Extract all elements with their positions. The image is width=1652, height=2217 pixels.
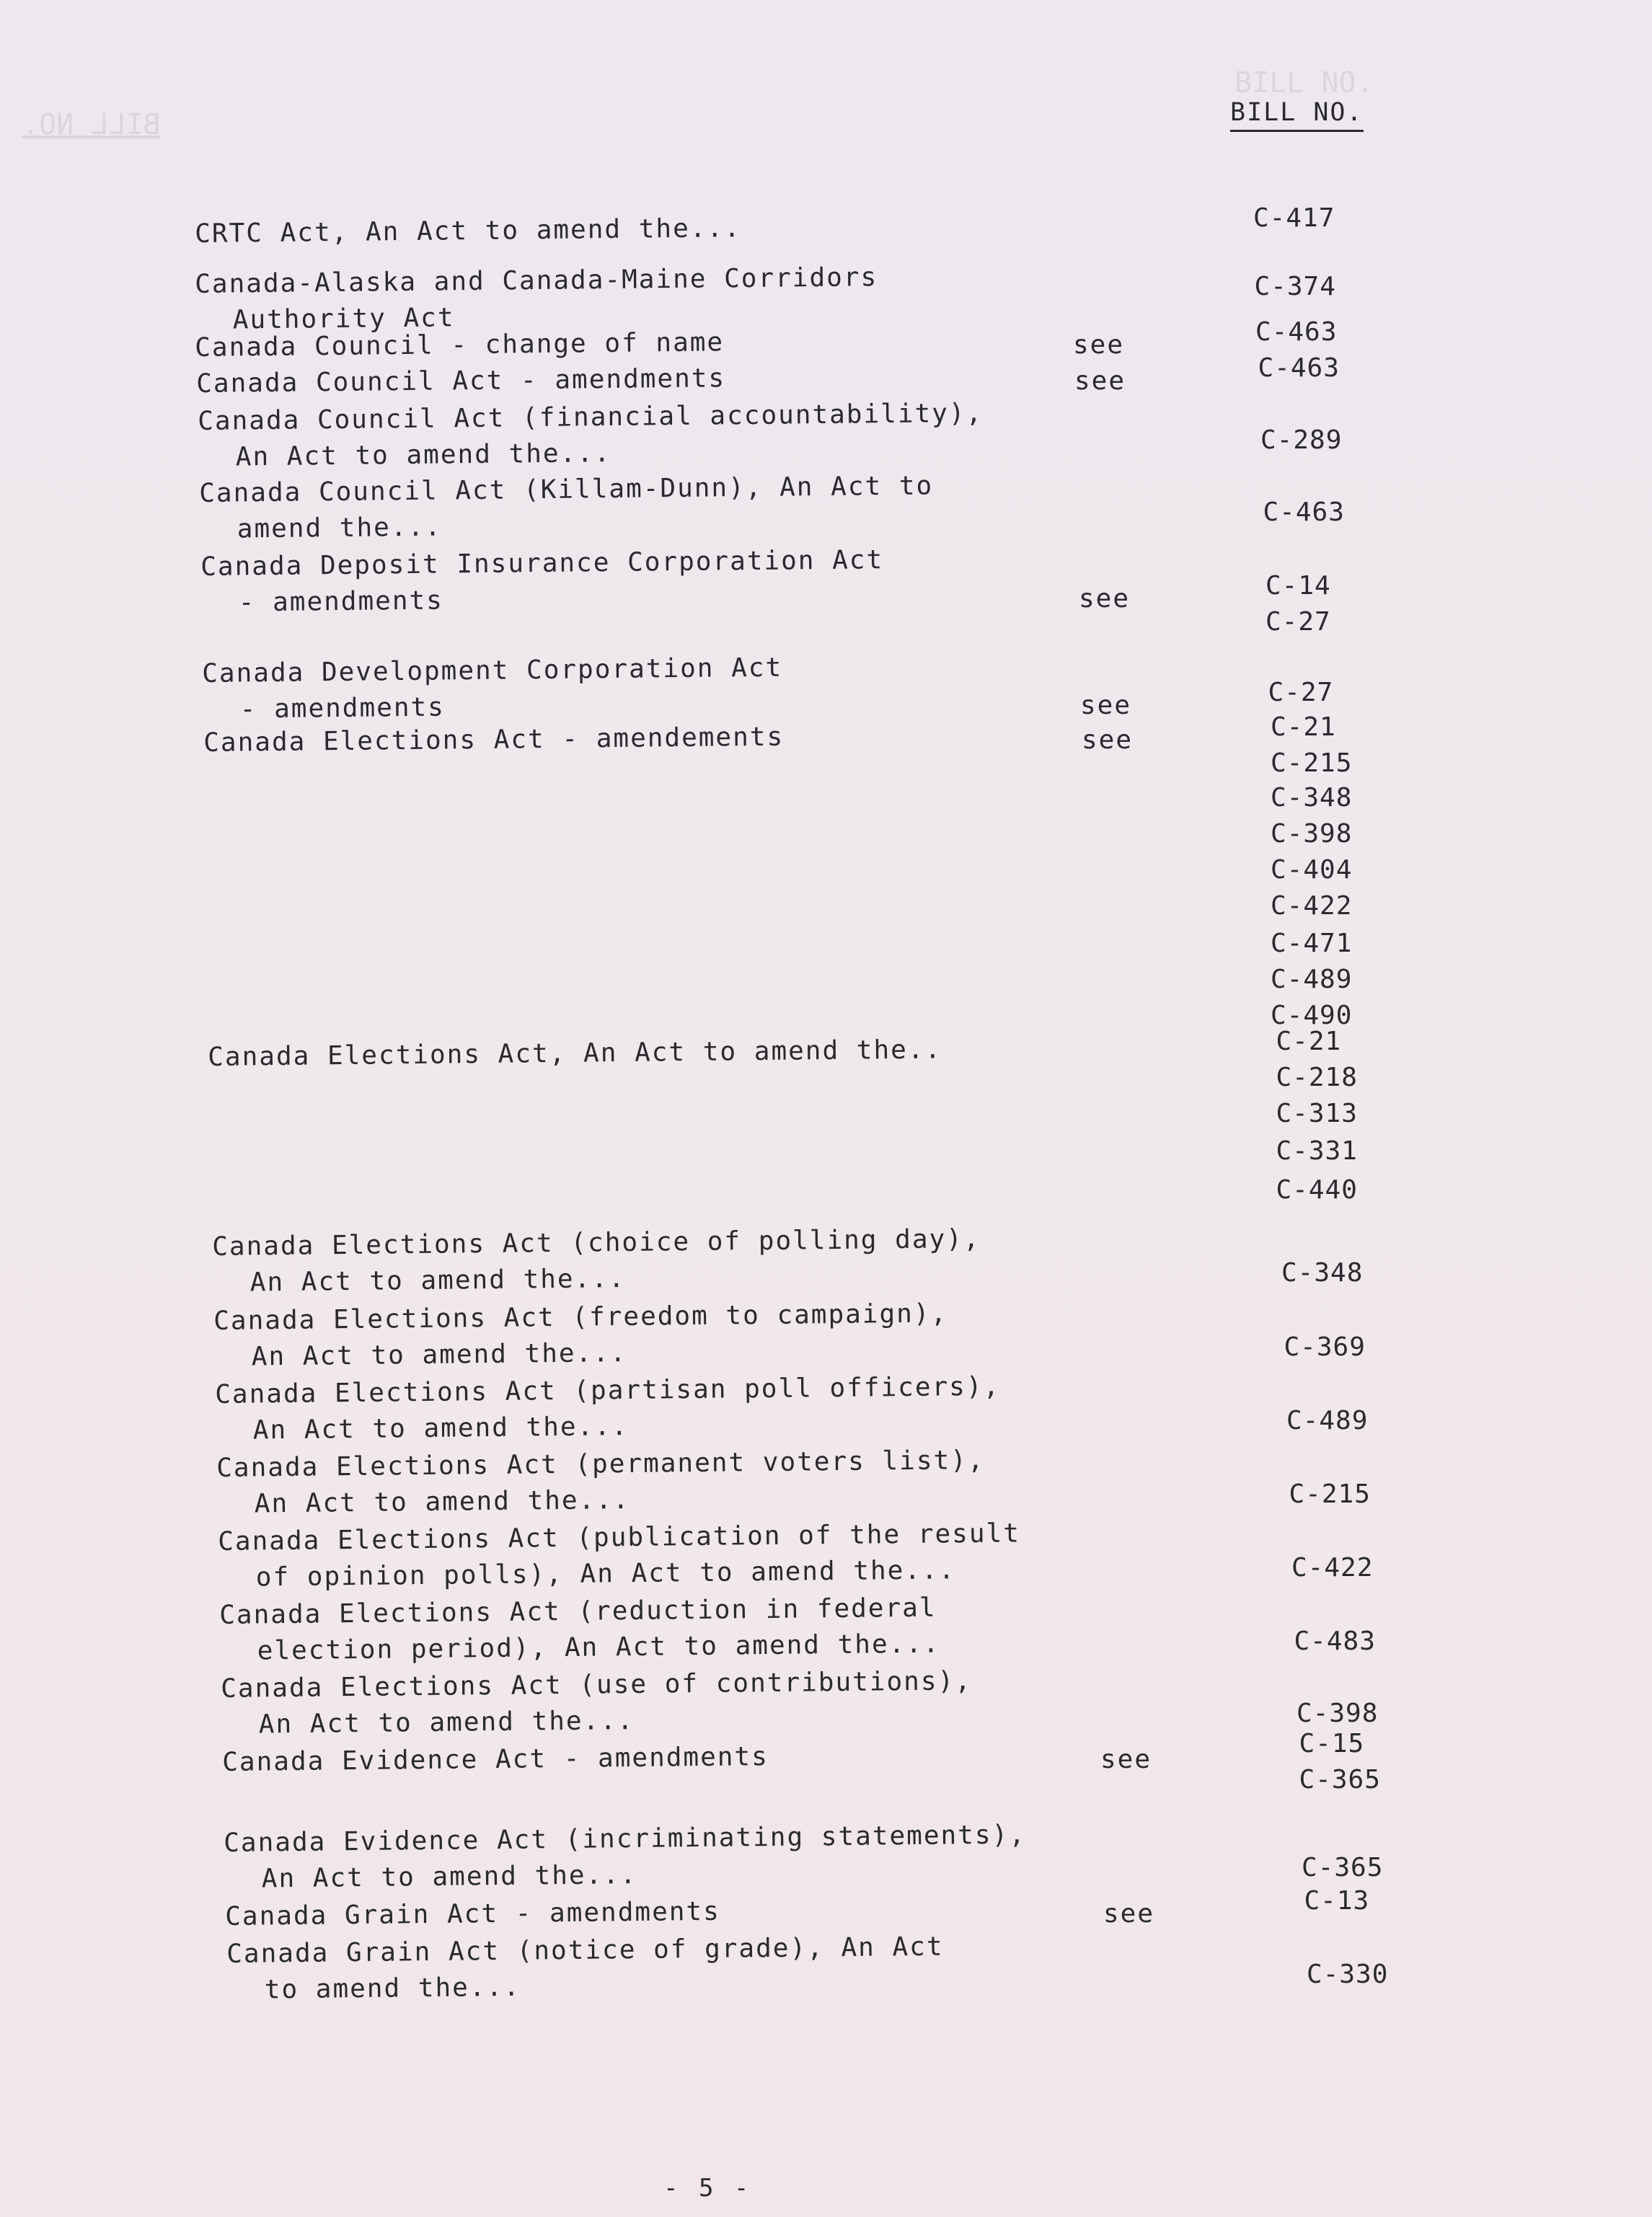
entry-title: Canada Elections Act (permanent voters list), An Act to amend the... (216, 1445, 985, 1519)
index-entry (195, 262, 1622, 335)
bill-number: C-21 (1271, 712, 1336, 742)
bill-number: C-313 (1276, 1099, 1358, 1128)
bill-number: C-463 (1255, 317, 1338, 347)
entry-title: Canada Elections Act (publication of the result of opinion polls), An Act to amend the... (218, 1518, 1021, 1593)
entry-title: Canada Elections Act (reduction in federal election period), An Act to amend the... (219, 1593, 940, 1666)
bill-number: C-374 (1254, 272, 1336, 301)
bill-number: C-440 (1276, 1175, 1358, 1205)
entry-title: Canada Development Corporation Act - amendments (202, 652, 783, 725)
bill-number: C-27 (1268, 678, 1334, 707)
bill-number: C-13 (1304, 1886, 1370, 1916)
entry-title: Canada Council - change of name (195, 327, 725, 363)
bill-number: C-215 (1271, 748, 1353, 778)
entry-title: Canada Elections Act, An Act to amend the.. (208, 1035, 942, 1072)
entry-title: Canada Council Act (Killam-Dunn), An Act to amend the... (199, 471, 934, 544)
index-entry (200, 545, 1628, 637)
entry-title: Canada Grain Act (notice of grade), An Act to amend the... (226, 1931, 944, 2005)
see-reference: see (1103, 1899, 1155, 1929)
page-number: - 5 - (663, 2174, 752, 2203)
bill-number: C-215 (1289, 1479, 1371, 1509)
index-entry (221, 1666, 1648, 1740)
bill-number: C-422 (1271, 891, 1353, 921)
see-reference: see (1073, 330, 1125, 360)
see-reference: see (1080, 691, 1132, 720)
bill-number: C-365 (1299, 1765, 1381, 1795)
entry-title: CRTC Act, An Act to amend the... (195, 213, 741, 249)
bill-number: C-348 (1281, 1258, 1364, 1288)
index-entry (202, 652, 1630, 725)
bill-number: C-489 (1286, 1406, 1369, 1435)
bill-number: C-27 (1265, 607, 1331, 637)
bill-number: C-365 (1302, 1853, 1384, 1882)
bill-number: C-490 (1271, 1001, 1353, 1030)
index-entry (212, 1223, 1640, 1298)
bill-number: C-218 (1276, 1063, 1358, 1092)
index-entry (213, 1298, 1641, 1372)
index-entry (219, 1593, 1647, 1666)
entry-title: Canada-Alaska and Canada-Maine Corridors Authority Act (195, 262, 878, 335)
bill-number: C-289 (1260, 425, 1343, 455)
index-entry (222, 1729, 1650, 1810)
bill-number: C-398 (1297, 1699, 1379, 1728)
entry-title: Canada Council Act - amendments (196, 363, 726, 399)
entry-title: Canada Elections Act - amendements (203, 722, 785, 758)
entry-title: Canada Evidence Act - amendments (222, 1742, 769, 1777)
see-reference: see (1082, 725, 1134, 755)
bill-number: C-331 (1276, 1136, 1358, 1166)
entry-title: Canada Elections Act (choice of polling day), An Act to amend the... (212, 1223, 981, 1298)
index-entry (215, 1371, 1643, 1446)
entry-title: Canada Elections Act (freedom to campaign), An Act to amend the... (213, 1298, 948, 1372)
index-entry (198, 398, 1625, 472)
index-entry (203, 712, 1631, 1030)
bill-number: C-330 (1307, 1960, 1389, 1989)
see-reference: see (1079, 584, 1131, 614)
entry-title: Canada Evidence Act (incriminating statements), An Act to amend the... (224, 1820, 1027, 1894)
bill-number: C-348 (1271, 783, 1353, 813)
show-through-top: BILL NO. (1234, 66, 1374, 99)
entry-title: Canada Deposit Insurance Corporation Act - amendments (200, 545, 884, 618)
bill-number: C-471 (1271, 929, 1353, 958)
bill-no-header: BILL NO. (1230, 98, 1364, 132)
bill-number: C-417 (1253, 203, 1335, 233)
index-entry (224, 1820, 1651, 1894)
index-entry (218, 1518, 1646, 1593)
bill-number: C-483 (1294, 1627, 1376, 1656)
bill-number: C-398 (1271, 819, 1353, 849)
index-entry (208, 1027, 1635, 1205)
entry-title: Canada Council Act (financial accountability), An Act to amend the... (198, 398, 984, 472)
index-entry (199, 471, 1627, 544)
bill-number: C-489 (1271, 965, 1353, 994)
bill-number: C-463 (1263, 497, 1345, 527)
show-through-header: BILL NO. (22, 108, 161, 141)
bill-number: C-404 (1271, 855, 1353, 885)
bill-number: C-15 (1299, 1729, 1365, 1758)
bill-number: C-14 (1265, 571, 1331, 601)
bill-number: C-369 (1284, 1332, 1366, 1362)
index-entry (226, 1931, 1652, 2005)
entry-title: Canada Grain Act - amendments (225, 1896, 720, 1931)
see-reference: see (1100, 1745, 1152, 1774)
index-entry (216, 1445, 1644, 1519)
bill-number: C-21 (1276, 1027, 1342, 1056)
see-reference: see (1074, 366, 1126, 396)
bill-number: C-422 (1291, 1553, 1374, 1583)
bill-number: C-463 (1258, 353, 1340, 383)
entry-title: Canada Elections Act (partisan poll officers), An Act to amend the... (215, 1371, 1001, 1446)
entry-title: Canada Elections Act (use of contributions), An Act to amend the... (221, 1666, 973, 1740)
